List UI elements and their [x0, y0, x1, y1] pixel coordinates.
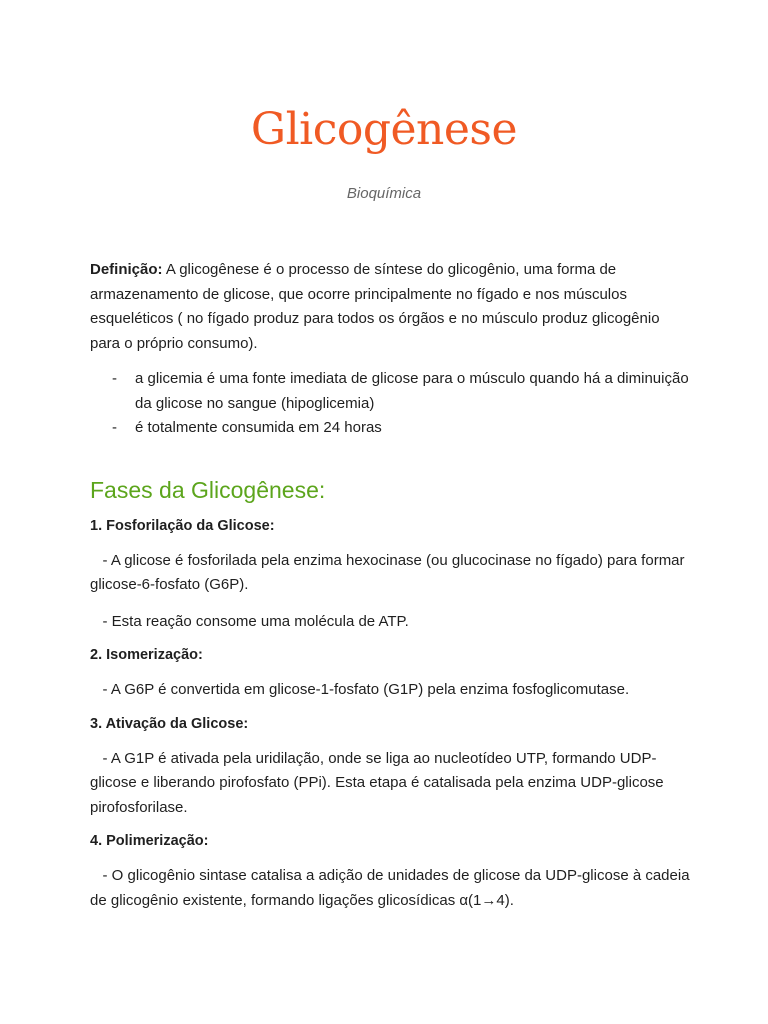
- list-item: [90, 367, 690, 416]
- bullet-text: a glicemia é uma fonte imediata de glicose para o músculo quando há a diminuição da glicose no sangue (hipoglicemia): [135, 370, 689, 412]
- definition-text: A glicogênese é o processo de síntese do glicogênio, uma forma de armazenamento de glicose, que ocorre principalmente no fígado e nos músculos esqueléticos ( no fígado produz para todos os órgãos e no músculo produz glicogênio para o próprio consumo).: [90, 261, 660, 352]
- step-title: 3. Ativação da Glicose:: [90, 715, 249, 732]
- page-title: Glicogênese: [250, 104, 518, 155]
- step-text: - Esta reação consome uma molécula de ATP.: [90, 612, 409, 630]
- definition-label: Definição:: [90, 261, 163, 278]
- list-item: [90, 416, 690, 441]
- bullet-text: é totalmente consumida em 24 horas: [135, 419, 382, 436]
- step-title: 2. Isomerização:: [90, 647, 203, 663]
- step-2: [90, 644, 690, 703]
- step-text: - A G1P é ativada pela uridilação, onde se liga ao nucleotídeo UTP, formando UDP-glicose e liberando pirofosfato (PPi). Esta etapa é catalisada pela enzima UDP-glicose pirofosforilase.: [90, 749, 668, 816]
- step-1: [90, 515, 690, 635]
- step-text: - O glicogênio sintase catalisa a adição de unidades de glicose da UDP-glicose à cadeia de glicogênio existente, formando ligações glicosídicas α(1→4).: [90, 867, 694, 909]
- bullet-dash: -: [112, 370, 117, 387]
- page-subtitle: Bioquímica: [346, 185, 422, 202]
- section-heading: Fases da Glicogênese:: [90, 476, 326, 503]
- step-title: 4. Polimerização:: [90, 833, 209, 849]
- document-body: [90, 258, 694, 913]
- bullet-list: [90, 367, 690, 441]
- bullet-dash: -: [112, 419, 117, 436]
- step-text: - A glicose é fosforilada pela enzima hexocinase (ou glucocinase no fígado) para formar glicose-6-fosfato (G6P).: [90, 551, 689, 593]
- definition-paragraph: [90, 258, 690, 356]
- step-text: - A G6P é convertida em glicose-1-fosfato (G1P) pela enzima fosfoglicomutase.: [90, 681, 630, 698]
- step-title: 1. Fosforilação da Glicose:: [90, 517, 275, 534]
- step-4: [90, 830, 694, 913]
- step-3: [90, 713, 690, 821]
